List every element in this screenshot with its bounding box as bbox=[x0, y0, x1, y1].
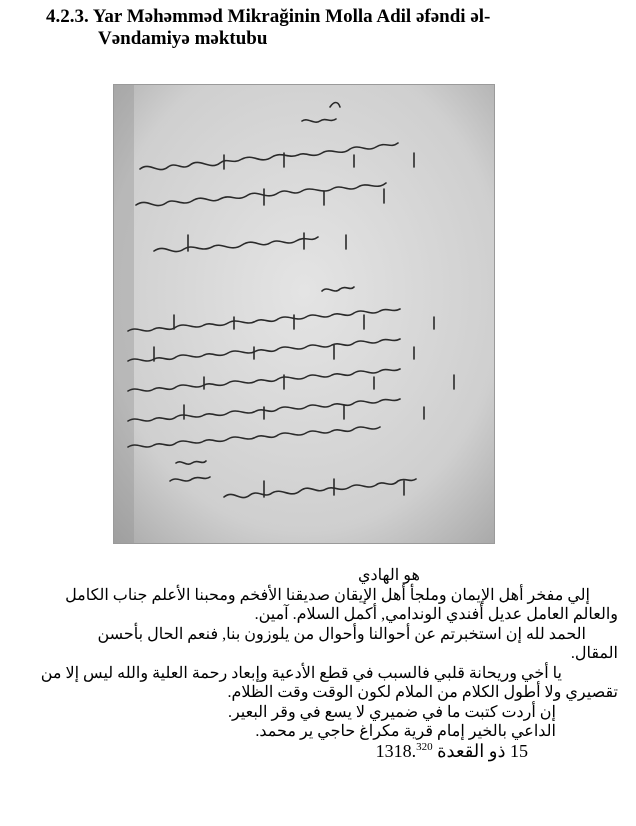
section-title-line-1: 4.2.3. Yar Məhəmməd Mikrağinin Molla Adil əfəndi əl- bbox=[46, 6, 491, 27]
paragraph-2-line-1: الحمد لله إن استخبرتم عن أحوالنا وأحوال من يلوزون بنا, فنعم الحال بأحسن bbox=[97, 625, 586, 643]
letter-date: 15 ذو القعدة 1318. bbox=[375, 740, 528, 761]
signature-line: الداعي بالخير إمام قرية مكراغ حاجي ير محمد. bbox=[255, 723, 556, 740]
letter-heading: هو الهادي bbox=[358, 567, 420, 584]
paragraph-1-line-2: والعالم العامل عديل أفندي الوندامي, أكمل السلام. آمين. bbox=[254, 606, 618, 623]
manuscript-scan-image bbox=[113, 84, 495, 544]
arabic-transcription bbox=[20, 566, 618, 761]
footnote-marker: 320 bbox=[416, 740, 433, 753]
section-title-line-2: Vəndamiyə məktubu bbox=[98, 28, 268, 49]
paragraph-3-line-2: تقصيري ولا أطول الكلام من الملام لكون الوقت وقت الظلام. bbox=[227, 684, 618, 701]
paragraph-1-line-1: إلي مفخر أهل الإيمان وملجأ أهل الإيقان صديقنا الأفخم ومحبنا الأعلم جناب الكامل bbox=[65, 586, 590, 604]
date-line bbox=[20, 742, 618, 762]
paragraph-2-line-2: المقال. bbox=[570, 645, 618, 662]
paragraph-3-line-1: يا أخي وريحانة قلبي فالسبب في قطع الأدعية وإبعاد رحمة العلية والله ليس إلا من bbox=[40, 664, 562, 682]
paragraph-4: إن أردت كتبت ما في ضميري لا يسع في وقر البعير. bbox=[227, 703, 556, 721]
section-heading bbox=[46, 6, 606, 50]
